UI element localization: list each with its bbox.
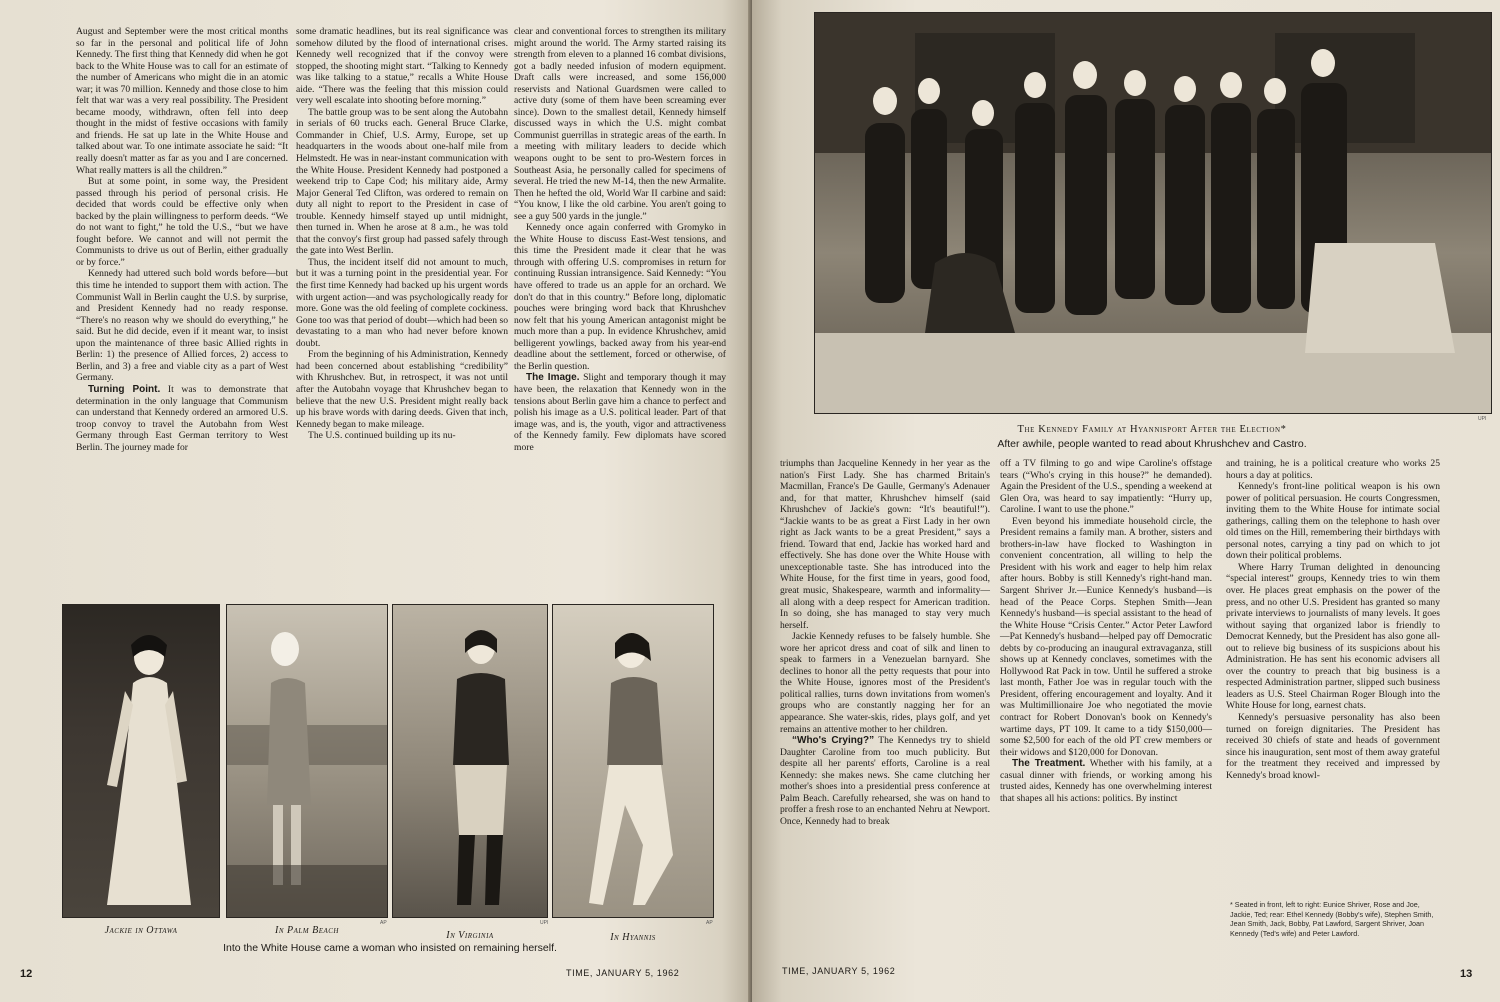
paragraph (76, 384, 288, 453)
photo-credit: UPI (540, 920, 549, 926)
paragraph (514, 372, 726, 453)
paragraph: Jackie Kennedy refuses to be falsely humble. She wore her apricot dress and coat of silk and linen to speak to farmers in a Venezuelan barnyard. She declines to honor all the petty requests that pour into the White House, ignores most of the President's political rallies, turns down invitations from women's groups who are constantly nagging her for an appearance. She water-skis, rides, plays golf, and yet remains an attentive mother to her children. (780, 631, 990, 735)
paragraph: off a TV filming to go and wipe Caroline's offstage tears (“Who's crying in this house?” he demanded). Again the President of the U.S., spending a weekend at Glen Ora, was heard to say impatiently: “Hurry up, Caroline. I want to use the phone.” (1000, 458, 1212, 516)
figure-gown-icon (63, 605, 220, 918)
subhead-the-image: The Image. (526, 372, 580, 384)
photo-credit: AP (380, 920, 387, 926)
caption-hyannis: In Hyannis (610, 932, 656, 943)
right-page (752, 0, 1500, 1002)
photo-jackie-virginia (392, 604, 548, 918)
main-photo-caption-subtitle: After awhile, people wanted to read about Khrushchev and Castro. (997, 438, 1307, 450)
right-column-1 (780, 458, 990, 828)
paragraph: Even beyond his immediate household circle, the President remains a family man. A brother, sisters and brothers-in-law have flocked to Washington in convenient concentration, all willing to help the President with his work and eager to help him relax after hours. Bobby is still Kennedy's right-hand man. Sargent Shriver Jr.—Eunice Kennedy's husband—is head of the Peace Corps. Stephen Smith—Jean Kennedy's husband—is special assistant to the head of the White House “Crisis Center.” Actor Peter Lawford—Pat Kennedy's husband—helped pay off Democratic debts by co-producing an inaugural extravaganza, still shows up at Kennedy conclaves, sometimes with the Hollywood Rat Pack in tow. Until he suffered a stroke last month, Father Joe was in regular touch with the President, offering encouragement and loyalty. And it was Multimillionaire Joe who negotiated the movie contract for Robert Donovan's book on Kennedy's wartime days, PT 109. It came to a tidy $150,000—some $2,500 for each of the old PT crew members or their widows and $120,000 for Donovan. (1000, 515, 1212, 758)
paragraph-text: The Kennedys try to shield Daughter Caroline from too much publicity. But despite all her parents' efforts, Caroline is a real Kennedy: she makes news. She came clutching her mother's shoes into a presidential press conference at Palm Beach. Carefully rehearsed, she was on hand to proffer a fresh rose to an enchanted Nehru at Newport. Once, Kennedy had to break (780, 735, 990, 827)
photo-strip-caption: Into the White House came a woman who insisted on remaining herself. (223, 942, 557, 954)
figure-riding-icon (393, 605, 548, 918)
subhead-the-treatment: The Treatment. (1012, 758, 1086, 770)
paragraph: But at some point, in some way, the President passed through his period of personal crisis. He decided that words could be effective only when backed by the plain willingness to perform deeds. “We do not want to fight,” he told the U.S., “but we have fought before. We cannot and will not permit the Communists to drive us out of Berlin, either gradually or by force.” (76, 176, 288, 268)
subhead-turning-point: Turning Point. (88, 383, 161, 395)
photo-credit: UPI (1478, 416, 1487, 422)
page-footer: TIME, JANUARY 5, 1962 (782, 966, 896, 976)
paragraph: Kennedy's persuasive personality has also been turned on foreign dignitaries. The President has received 30 chiefs of state and heads of government since his inauguration, sent most of them away grateful for the treatment they received and impressed by Kennedy's broad knowl- (1226, 712, 1440, 781)
photo-jackie-palm-beach (226, 604, 388, 918)
paragraph: Kennedy's front-line political weapon is his own power of political persuasion. He courts Congressmen, inviting them to the White House for intimate social gatherings, calling them on the telephone to hash over old times on the Hill, remembering their birthdays with personal notes, carrying a tiny pad on which to jot down their political problems. (1226, 481, 1440, 562)
photo-jackie-ottawa (62, 604, 220, 918)
paragraph (780, 735, 990, 827)
photo-credit: AP (706, 920, 713, 926)
paragraph-text: Slight and temporary though it may have been, the relaxation that Kennedy won in the tensions about Berlin gave him a chance to perfect and polish his image as a U.S. political leader. Part of that image was, and is, the youth, vigor and attractiveness of the Kennedy family. Few diplomats have scored more (514, 372, 726, 453)
paragraph: some dramatic headlines, but its real significance was somehow diluted by the flood of international crises. Kennedy well recognized that if the convoy were stopped, the shooting might start. “Talking to Kennedy was like talking to a statue,” recalls a White House aide. “There was the feeling that this mission could very well escalate into shooting before morning.” (296, 26, 508, 107)
paragraph: and training, he is a political creature who works 25 hours a day at politics. (1226, 458, 1440, 481)
caption-palm-beach: In Palm Beach (275, 925, 339, 936)
paragraph: The U.S. continued building up its nu- (308, 430, 456, 442)
paragraph: clear and conventional forces to strengthen its military might around the world. The Army started raising its strength from eleven to a planned 16 combat divisions, got a badly needed infusion of modern equipment. Draft calls were increased, and some 156,000 reservists and National Guardsmen were called to active duty (some of them have been screaming ever since). Down to the smallest detail, Kennedy himself discussed ways in which the U.S. might combat Communist guerrillas in strategic areas of the earth. In a meeting with military leaders to decide which weapons ought to be sent to pro-Western forces in Southeast Asia, he personally called for specimens of several. He tried the new M-14, then the new Armalite. Then he hefted the old, World War II carbine and said: “You know, I like the old carbine. You aren't going to see a guy 500 yards in the jungle.” (514, 26, 726, 222)
subhead-whos-crying: “Who's Crying?” (792, 735, 875, 747)
right-column-3 (1226, 458, 1440, 781)
caption-virginia: In Virginia (446, 930, 494, 941)
paragraph: triumphs than Jacqueline Kennedy in her year as the nation's First Lady. She has charmed Britain's Macmillan, France's De Gaulle, Germany's Adenauer and, for that matter, Khrushchev himself (said Khrushchev of Jackie's gown: “It's beautiful!”). “Jackie wants to be as great a First Lady in her own right as Jack wants to be a great President,” says a friend. Toward that end, Jackie has worked hard and effectively. She has done over the White House with unexceptionable taste. She has introduced into the White House, for the first time in years, good food, great music, Shakespeare, warmth and informality—all along with a deep respect for American tradition. In so doing, she has managed to stay very much herself. (780, 458, 990, 631)
left-column-1 (76, 26, 288, 453)
paragraph: The battle group was to be sent along the Autobahn in serials of 60 trucks each. General Bruce Clarke, Commander in Chief, U.S. Army, Europe, set up headquarters in the woods about one-half mile from Helmstedt. He was in near-instant communication with the White House. President Kennedy had postponed a weekend trip to Cape Cod; his military aide, Army Major General Ted Clifton, was ordered to remain on duty all night to report to the President in case of trouble. Kennedy himself stayed up until midnight, then turned in. When he arose at 8 a.m., he was told that the convoy's first group had passed safely through the gate into West Berlin. (296, 106, 508, 257)
photo-kennedy-family (814, 12, 1492, 414)
page-number: 13 (1460, 968, 1473, 980)
paragraph-text: Whether with his family, at a casual dinner with friends, or working among his trusted aides, Kennedy has one overwhelming interest that shapes all his actions: politics. By instinct (1000, 758, 1212, 804)
paragraph: Thus, the incident itself did not amount to much, but it was a turning point in the presidential year. For the first time Kennedy had backed up his urgent words with urgent action—and was psychologically ready for more. Gone was the old feeling of complete cockiness. Gone too was that period of doubt—which had been so devastating to a man who had never before known doubt. (296, 256, 508, 349)
paragraph: Kennedy once again conferred with Gromyko in the White House to discuss East-West tensions, and this time the President made it clear that he was through with offering U.S. compromises in return for continuing Russian intransigence. Said Kennedy: “You have offered to trade us an apple for an orchard. We don't do that in this country.” Before long, diplomatic pouches were bringing word back that Khrushchev now felt that his young American antagonist might be much more than a pup. In evidence Khrushchev, amid belligerent yowlings, backed away from his year-end deadline about the settlement, forced or otherwise, of the Berlin question. (514, 222, 726, 372)
paragraph: From the beginning of his Administration, Kennedy had been concerned about establishing “credibility” with Khrushchev. But, in retrospect, it was not until after the Autobahn voyage that Khrushchev began to believe that the new U.S. President might really back up his brave words with daring deeds. Given that inch, Kennedy began to make mileage. (296, 349, 508, 430)
family-group-icon (815, 13, 1492, 414)
photo-jackie-hyannis (552, 604, 714, 918)
paragraph (1000, 758, 1212, 804)
photo-footnote: * Seated in front, left to right: Eunice Shriver, Rose and Joe, Jackie, Ted; rear: Ethel Kennedy (Bobby's wife), Stephen Smith, Jean Smith, Jack, Bobby, Pat Lawford, Sargent Shriver, Joan Kennedy (Ted's wife) and Peter Lawford. (1230, 900, 1434, 938)
page-footer: TIME, JANUARY 5, 1962 (566, 968, 680, 978)
paragraph: Kennedy had uttered such bold words before—but this time he intended to support them with action. The Communist Wall in Berlin caught the U.S. by surprise, and President Kennedy had no ready response. “There's no reason why we should do everything,” he said. But he did decide, even if it meant war, to insist upon the maintenance of three basic Allied rights in Berlin: 1) the presence of Allied forces, 2) access to Berlin, and 3) a free and viable city as a part of West Germany. (76, 268, 288, 384)
right-column-2 (1000, 458, 1212, 804)
page-number: 12 (20, 968, 33, 980)
figure-dress-icon (227, 605, 388, 918)
left-column-2 (296, 26, 508, 442)
left-column-3 (514, 26, 726, 453)
caption-ottawa: Jackie in Ottawa (104, 925, 178, 936)
figure-walking-icon (553, 605, 714, 918)
main-photo-caption-title: The Kennedy Family at Hyannisport After the Election* (1017, 424, 1287, 435)
paragraph-text: It was to demonstrate that determination in the only language that Communism can understand that Kennedy ordered an armored U.S. troop convoy to travel the Autobahn from West Germany through East German territory to West Berlin. The journey made for (76, 383, 288, 453)
paragraph: August and September were the most critical months so far in the personal and political life of John Kennedy. The first thing that Kennedy did when he got back to the White House was to call for an estimate of the number of Americans who might die in an atomic war; it was 70 million. Kennedy and those close to him felt that war was a very real possibility. The President became moody, withdrawn, often fell into deep thought in the midst of festive occasions with family and friends. He sat up late in the White House and talked about war. To one intimate associate he said: “It really doesn't matter as far as you and I are concerned. What really matters is all the children.” (76, 26, 288, 176)
paragraph: Where Harry Truman delighted in denouncing “special interest” groups, Kennedy tries to win them over. He places great emphasis on the power of the press, and no other U.S. President has granted so many private interviews to journalists of many levels. It goes without saying that organized labor is friendly to Democrat Kennedy, but the President has also gone all-out to relieve big business of its suspicions about his Administration. He has sent his economic advisers all over the country to preach that big business is a respected Administration partner, slipped such business leaders as U.S. Steel Chairman Roger Blough into the White House for long, earnest chats. (1226, 561, 1440, 712)
